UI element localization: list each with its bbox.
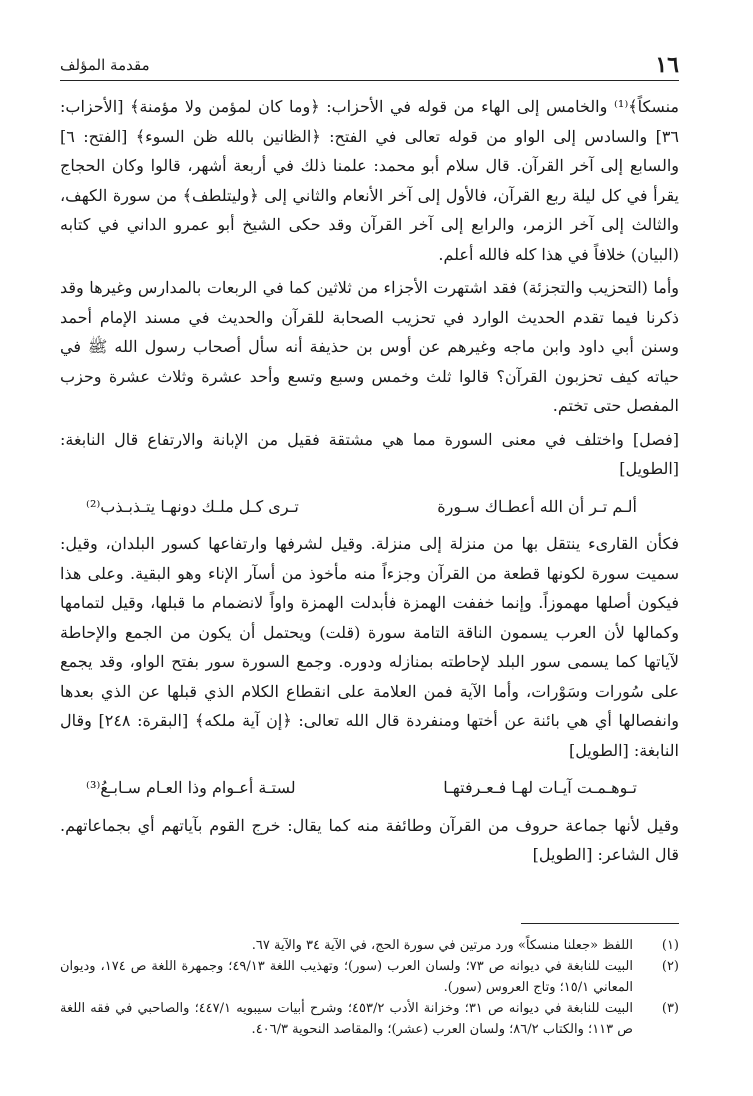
verse-first-hemistich: تـوهـمـت آيـات لهـا فـعـرفتهـا (443, 778, 637, 797)
footnote-separator (521, 923, 679, 924)
page-header (60, 50, 679, 81)
paragraph: [فصل] واختلف في معنى السورة مما هي مشتقة فقيل من الإبانة والارتفاع قال النابغة: [الطويل] (60, 429, 679, 478)
footnote-text: البيت للنابغة في ديوانه ص ٣١؛ وخزانة الأدب ٤٥٣/٢؛ وشرح أبيات سيبويه ٤٤٧/١؛ والصاحبي في فقه اللغة ص ١١٣؛ والكتاب ٨٦/٢؛ ولسان العرب (عشر)؛ والمقاصد النحوية ٤٠٦/٣. (60, 1001, 634, 1037)
footnote-text: البيت للنابغة في ديوانه ص ٧٣؛ ولسان العرب (سور)؛ وتهذيب اللغة ٤٩/١٣؛ وجمهرة اللغة ص ١٧٤، وديوان المعاني ١٥/١؛ وتاج العروس (سور). (60, 959, 633, 995)
verse-second-hemistich: تـرى كـل ملـك دونهـا يتـذبـذب⁽²⁾ (86, 496, 299, 516)
poetry-verse (60, 492, 679, 522)
footnote-number: (٢) (661, 959, 679, 974)
running-title: مقدمة المؤلف (60, 56, 150, 74)
footnotes (60, 935, 679, 1040)
main-text (60, 92, 679, 874)
verse-second-hemistich: لستـة أعـوام وذا العـام سـابـعُ⁽³⁾ (86, 778, 296, 797)
paragraph: منسكاً﴾⁽¹⁾ والخامس إلى الهاء من قوله في الأحزاب: ﴿وما كان لمؤمن ولا مؤمنة﴾ [الأحزاب: ٣٦] والسادس إلى الواو من قوله تعالى في الفتح: ﴿الظانين بالله ظن السوء﴾ [الفتح: ٦] والسابع إلى آخر القرآن. قال سلام أبو محمد: علمنا ذلك في أربعة أشهر، قالوا وكان الحجاج يقرأ في كل ليلة ربع القرآن، فالأول إلى آخر الأنعام والثاني إلى ﴿وليتلطف﴾ من سورة الكهف، والثالث إلى آخر الزمر، والرابع إلى آخر القرآن وقد حكى الشيخ أبو عمرو الداني في كتابه (البيان) خلافاً في هذا كله فالله أعلم. (60, 97, 679, 264)
poetry-verse (60, 773, 679, 803)
footnote-number: (١) (661, 938, 679, 953)
footnote (60, 956, 679, 998)
page-number: ١٦ (655, 52, 679, 78)
verse-first-hemistich: ألـم تـر أن الله أعطـاك سـورة (437, 496, 637, 516)
footnote (60, 935, 679, 956)
paragraph: وقيل لأنها جماعة حروف من القرآن وطائفة منه كما يقال: خرج القوم بآياتهم أي بجماعاتهم. قال الشاعر: [الطويل] (60, 815, 679, 864)
footnote (60, 998, 679, 1040)
paragraph: فكأن القارىء ينتقل بها من منزلة إلى منزلة. وقيل لشرفها وارتفاعها كسور البلدان، وقيل: سميت سورة لكونها قطعة من القرآن وجزءاً منه مأخوذ من أسآر الإناء وهو البقية. وعلى هذا فيكون أصلها مهموزاً. وإنما خففت الهمزة فأبدلت الهمزة واواً لانضمام ما قبلها، وقيل لتمامها وكمالها لأن العرب يسمون الناقة التامة سورة (قلت) ويحتمل أن يكون من الجمع والإحاطة لآياتها كما يسمى سور البلد لإحاطته بمنازله ودوره. وجمع السورة سور بفتح الواو، وقد يجمع على سُورات وسَوْرات، وأما الآية فمن العلامة على انقطاع الكلام الذي قبلها عن الذي بعدها وانفصالها أي هي بائنة عن أختها ومنفردة قال الله تعالى: ﴿إن آية ملكه﴾ [البقرة: ٢٤٨] وقال النابغة: [الطويل] (60, 534, 680, 760)
footnote-number: (٣) (661, 1001, 679, 1016)
paragraph: وأما (التحزيب والتجزئة) فقد اشتهرت الأجزاء من ثلاثين كما في الربعات بالمدارس وغيرها وقد ذكرنا فيما تقدم الحديث الوارد في تحزيب الصحابة للقرآن والحديث في مسند الإمام أحمد وسنن أبي داود وابن ماجه وغيرهم عن أوس بن حذيفة أنه سأل أصحاب رسول الله ﷺ في حياته كيف تحزبون القرآن؟ قالوا ثلث وخمس وسبع وتسع وأحد عشرة وثلاث عشرة وحزب المفصل حتى تختم. (60, 278, 680, 415)
footnote-text: اللفظ «جعلنا منسكاً» ورد مرتين في سورة الحج، في الآية ٣٤ والآية ٦٧. (251, 938, 633, 953)
